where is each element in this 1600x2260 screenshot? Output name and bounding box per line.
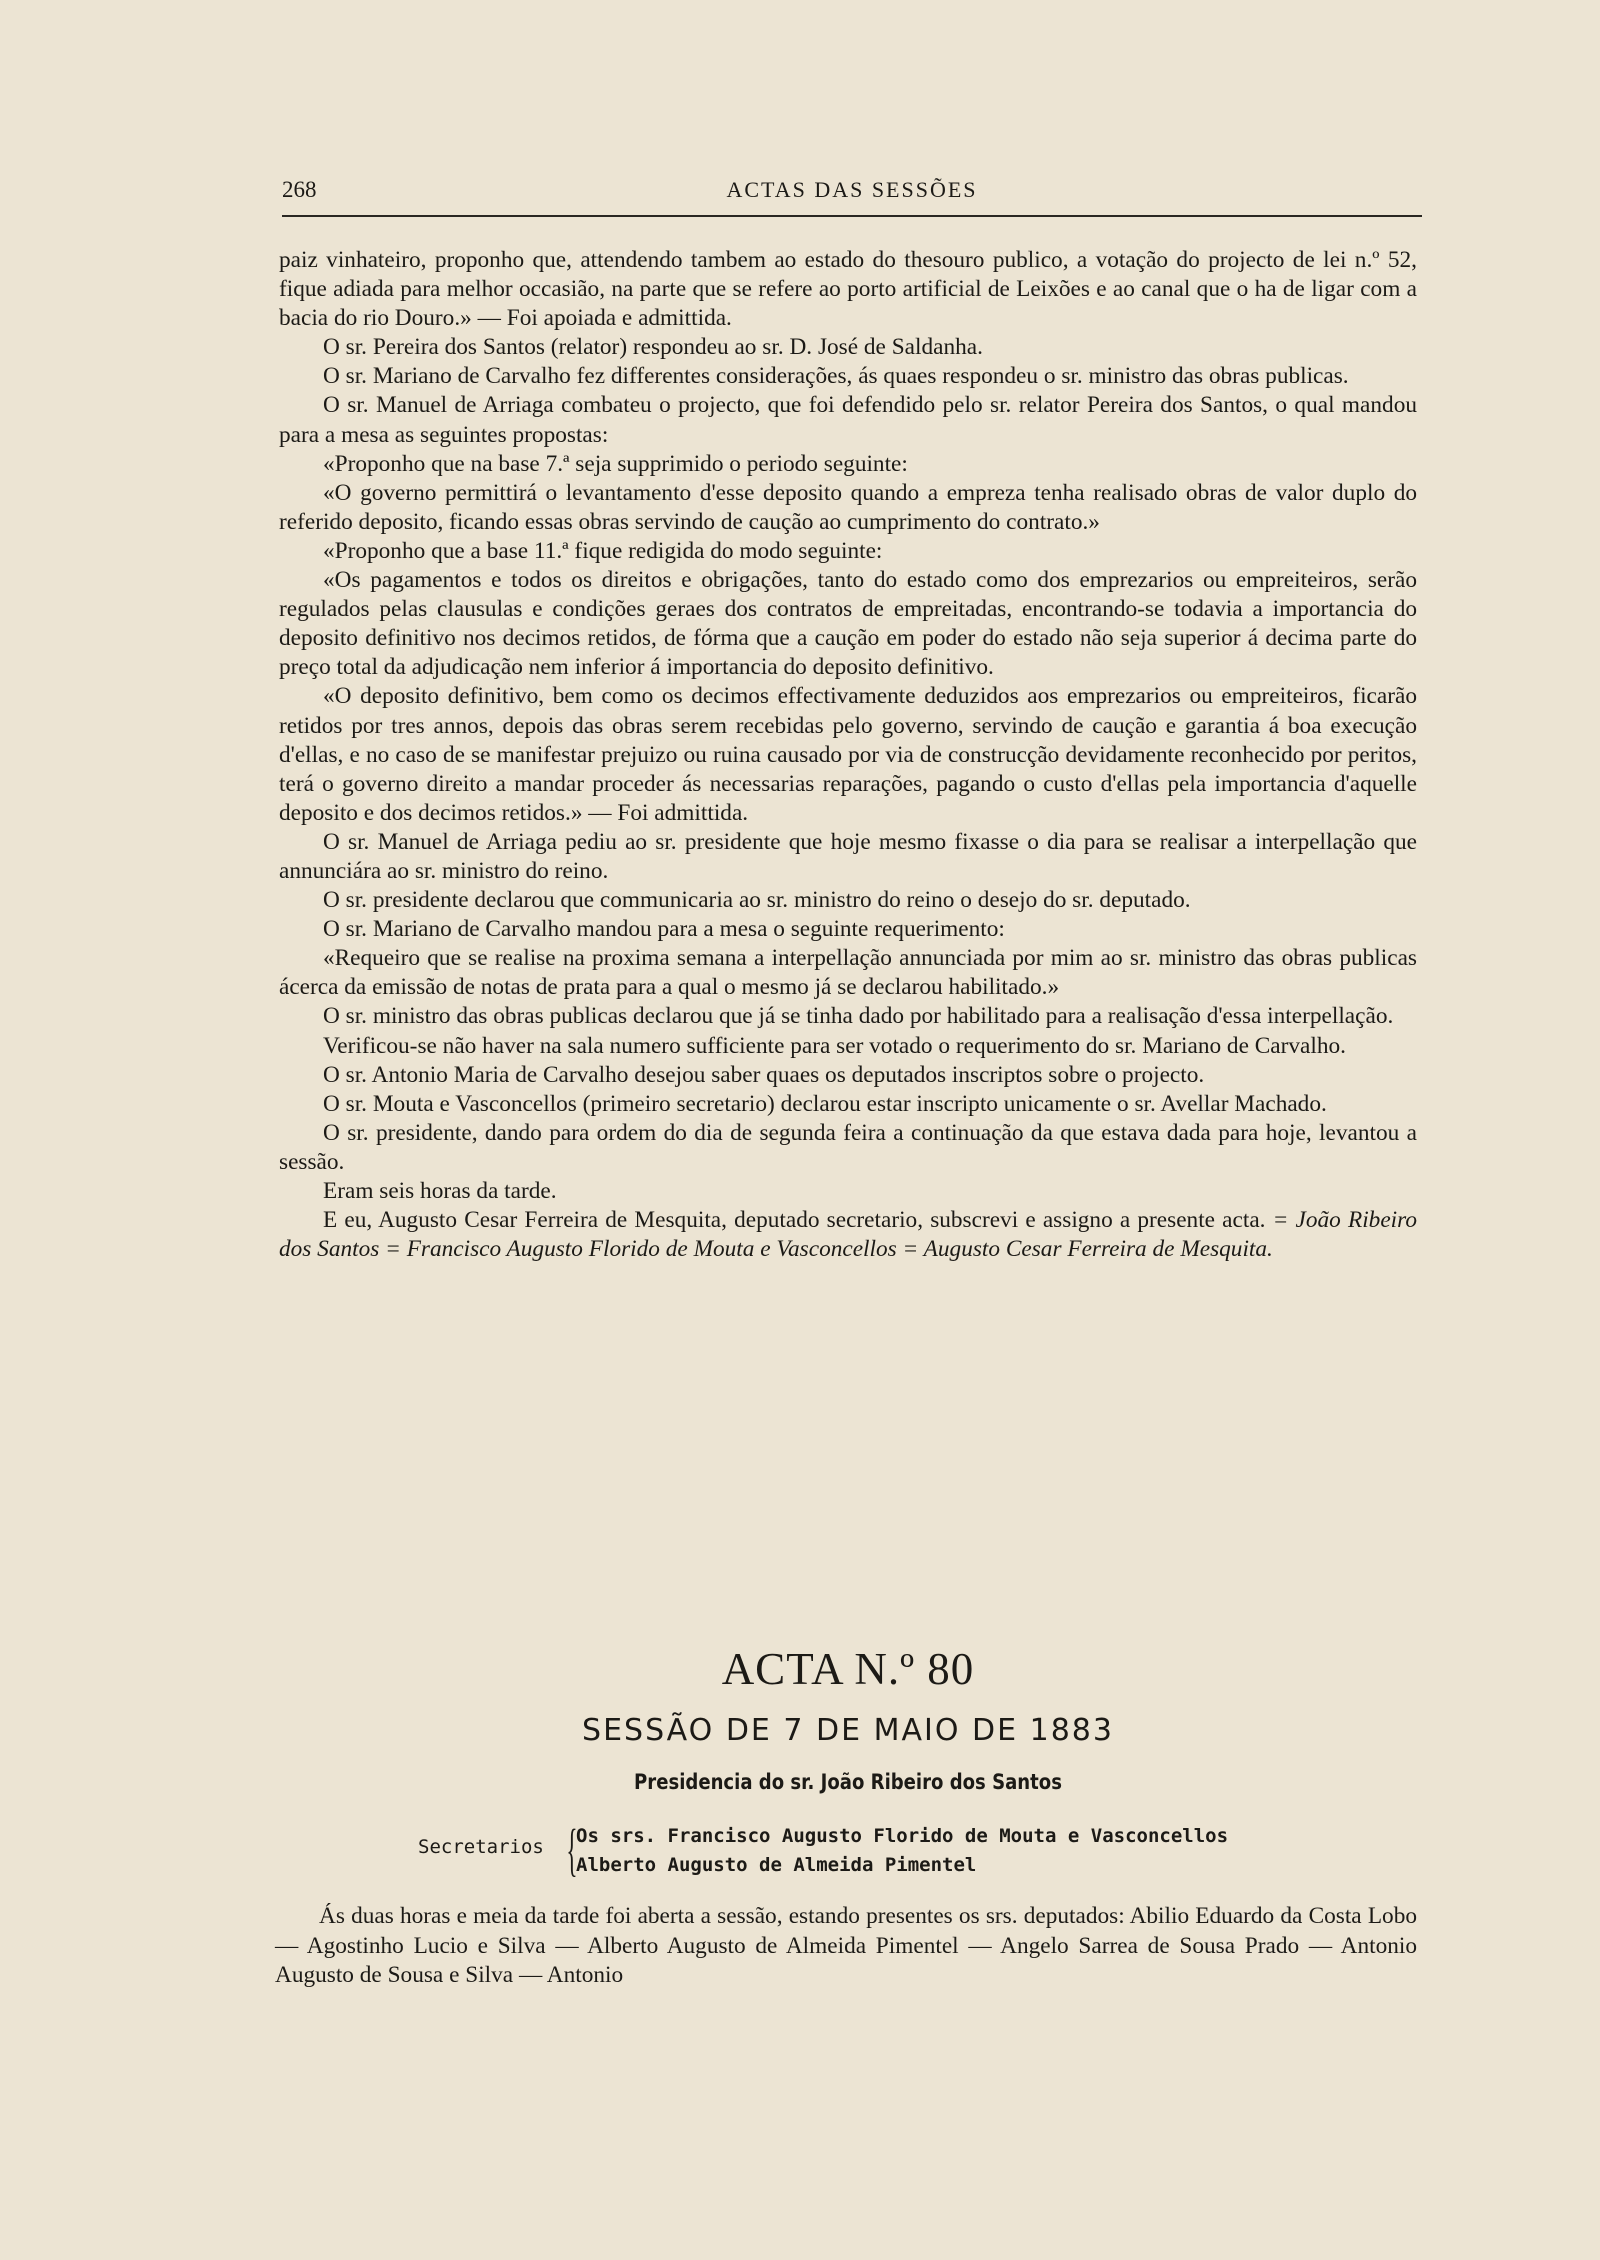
secretaries-label: Secretarios [418,1836,544,1858]
paragraph: «Requeiro que se realise na proxima semana a interpellação annunciada por mim ao sr. ministro das obras publicas ácerca da emissão de notas de prata para a qual o mesmo já se declarou habilitado.» [279,945,1417,1001]
paragraph: O sr. Manuel de Arriaga pediu ao sr. presidente que hoje mesmo fixasse o dia para se realisar a interpellação que annunciára ao sr. ministro do reino. [279,828,1417,884]
opening-text [275,1902,1417,1991]
paragraph: O sr. Mariano de Carvalho fez differentes considerações, ás quaes respondeu o sr. ministro das obras publicas. [323,363,1349,390]
presidency-line: Presidencia do sr. João Ribeiro dos Santos [634,1770,1062,1794]
paragraph: Verificou-se não haver na sala numero sufficiente para ser votado o requerimento do sr. Mariano de Carvalho. [323,1032,1346,1059]
paragraph: «O deposito definitivo, bem como os decimos effectivamente deduzidos aos emprezarios ou empreiteiros, ficarão retidos por tres annos, depois das obras serem recebidas pelo governo, servindo de caução e garantia á boa execução d'ellas, e no caso de se manifestar prejuizo ou ruina causado por via de construcção devidamente reconhecido por peritos, terá o governo direito a mandar proceder ás necessarias reparações, pagando o custo d'ellas pela importancia d'aquelle deposito e dos decimos retidos.» — Foi admittida. [279,683,1417,826]
paragraph: O sr. Mariano de Carvalho mandou para a mesa o seguinte requerimento: [323,916,1005,943]
signatures: = João Ribeiro dos Santos = Francisco Augusto Florido de Mouta e Vasconcellos = Augusto Cesar Ferreira de Mesquita. [279,1207,1417,1263]
secretaries-block [418,1817,1318,1882]
closing-text: E eu, Augusto Cesar Ferreira de Mesquita, deputado secretario, subscrevi e assigno a presente acta. [323,1207,1266,1234]
paragraph: O sr. presidente, dando para ordem do dia de segunda feira a continuação da que estava dada para hoje, levantou a sessão. [279,1119,1417,1175]
paragraph: O sr. Mouta e Vasconcellos (primeiro secretario) declarou estar inscripto unicamente o sr. Avellar Machado. [323,1090,1327,1117]
minutes-body [279,246,1417,1264]
paragraph: «Proponho que na base 7.ª seja supprimido o periodo seguinte: [323,450,908,477]
page-header [282,175,1422,217]
secretary-name: Alberto Augusto de Almeida Pimentel [576,1854,977,1876]
paragraph: «Proponho que a base 11.ª fique redigida do modo seguinte: [323,537,883,564]
paragraph: O sr. Pereira dos Santos (relator) respondeu ao sr. D. José de Saldanha. [323,334,983,361]
opening-paragraph: Ás duas horas e meia da tarde foi aberta a sessão, estando presentes os srs. deputados: Abilio Eduardo da Costa Lobo — Agostinho Lucio e Silva — Alberto Augusto de Almeida Pimentel — Angelo Sarrea de Sousa Prado — Antonio Augusto de Sousa e Silva — Antonio [275,1903,1417,1988]
secretary-name: Os srs. Francisco Augusto Florido de Mouta e Vasconcellos [576,1825,1229,1847]
paragraph: paiz vinhateiro, proponho que, attendendo tambem ao estado do thesouro publico, a votação do projecto de lei n.º 52, fique adiada para melhor occasião, na parte que se refere ao porto artificial de Leixões e ao canal que o ha de ligar com a bacia do rio Douro.» — Foi apoiada e admittida. [279,247,1417,332]
paragraph: O sr. Antonio Maria de Carvalho desejou saber quaes os deputados inscriptos sobre o projecto. [323,1061,1205,1088]
session-title: SESSÃO DE 7 DE MAIO DE 1883 [582,1713,1114,1748]
brace-icon: { [566,1817,578,1882]
paragraph: «O governo permittirá o levantamento d'esse deposito quando a empreza tenha realisado obras de valor duplo do referido deposito, ficando essas obras servindo de caução ao cumprimento do contrato.» [279,479,1417,535]
closing-paragraph [279,1206,1417,1264]
acta-title: ACTA N.º 80 [721,1644,975,1694]
secretaries-names [576,1822,1228,1880]
page-number: 268 [282,177,317,202]
paragraph: O sr. Manuel de Arriaga combateu o projecto, que foi defendido pelo sr. relator Pereira dos Santos, o qual mandou para a mesa as seguintes propostas: [279,392,1417,448]
paragraph: Eram seis horas da tarde. [323,1178,557,1204]
paragraph: «Os pagamentos e todos os direitos e obrigações, tanto do estado como dos emprezarios ou empreiteiros, serão regulados pelas clausulas e condições geraes dos contratos de empreitadas, encontrando-se todavia a importancia do deposito definitivo nos decimos retidos, de fórma que a caução em poder do estado não seja superior á decima parte do preço total da adjudicação nem inferior á importancia do deposito definitivo. [279,567,1417,681]
paragraph: O sr. presidente declarou que communicaria ao sr. ministro do reino o desejo do sr. deputado. [323,887,1191,914]
paragraph: O sr. ministro das obras publicas declarou que já se tinha dado por habilitado para a realisação d'essa interpellação. [323,1003,1394,1030]
running-title: ACTAS DAS SESSÕES [726,177,978,202]
